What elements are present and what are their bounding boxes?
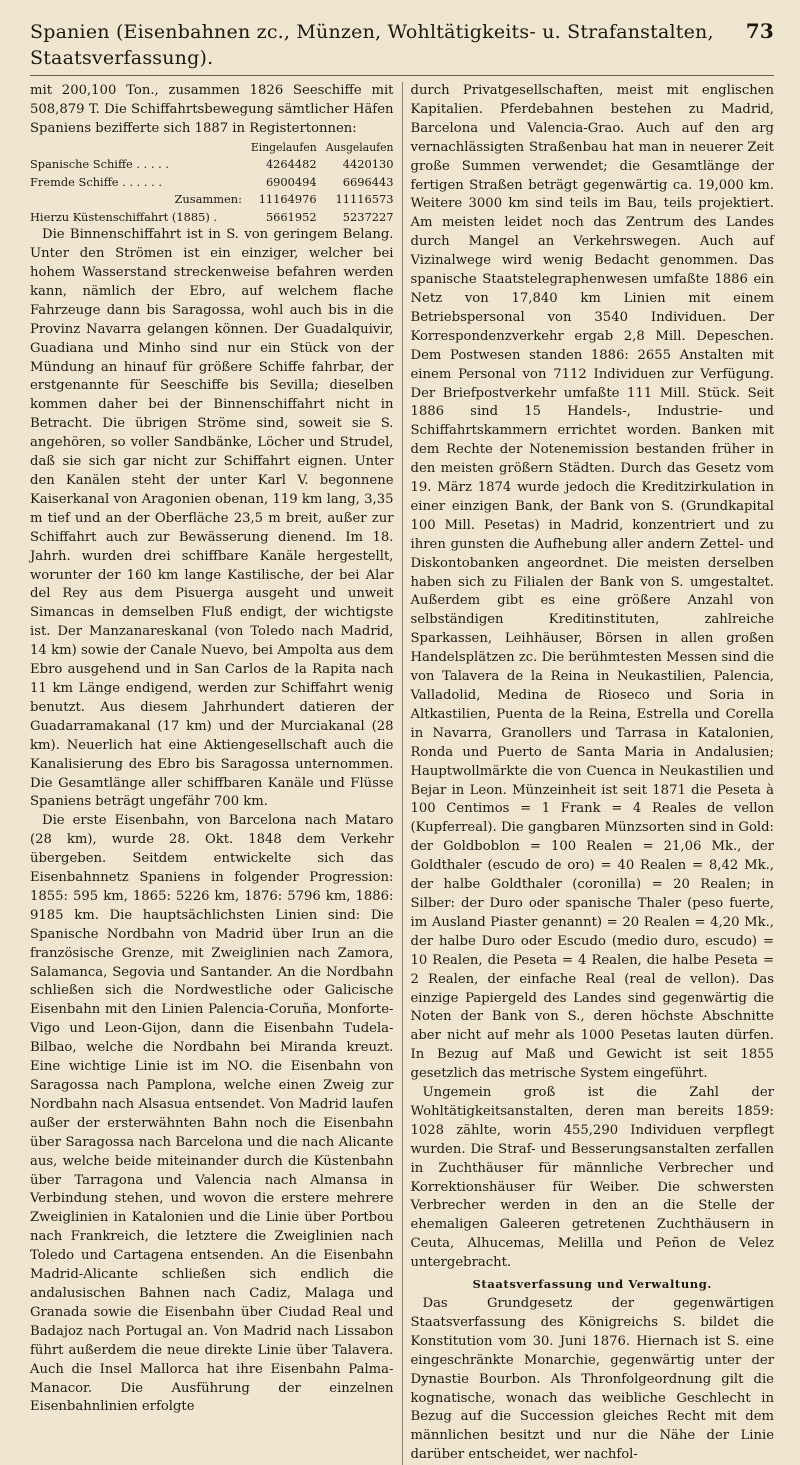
section-heading: Staatsverfassung und Verwaltung. bbox=[472, 1277, 712, 1292]
table-column-header: Ausgelaufen bbox=[325, 140, 394, 154]
running-header bbox=[30, 18, 774, 76]
table-cell: 5661952 bbox=[265, 209, 317, 224]
column-divider bbox=[402, 82, 403, 1465]
table-cell: 11164976 bbox=[258, 192, 317, 207]
table-cell: Spanische Schiffe . . . . . bbox=[30, 157, 169, 172]
table-cell: Hierzu Küstenschiffahrt (1885) . bbox=[30, 209, 217, 224]
page-number: 73 bbox=[745, 19, 774, 43]
paragraph: Die erste Eisenbahn, von Barcelona nach Mataro (28 km), wurde 28. Okt. 1848 dem Verkehr übergeben. Seitdem entwickelte sich das Eisenbahnnetz Spaniens in folgender Progression: 1855: 595 km, 1865: 5226 km, 1876: 5796 km, 1886: 9185 km. Die hauptsächlichsten Linien sind: Die Spanische Nordbahn von Madrid über Irun an die französische Grenze, mit Zweiglinien nach Zamora, Salamanca, Segovia und Santander. An die Nordbahn schließen sich die Nordwestliche oder Galicische Eisenbahn mit den Linien Palencia-Coruña, Monforte-Vigo und Leon-Gijon, dann die Eisenbahn Tudela-Bilbao, welche die Nordbahn bei Miranda kreuzt. Eine wichtige Linie ist im NO. die Eisenbahn von Saragossa nach Pamplona, welche einen Zweig zur Nordbahn nach Alsasua entsendet. Von Madrid laufen außer der ersterwähnten Bahn noch die Eisenbahn über Saragossa nach Barcelona und die nach Alicante aus, welche beide miteinander durch die Küstenbahn über Tarragona und Valencia nach Almansa in Verbindung stehen, und wovon die erstere mehrere Zweiglinien in Katalonien und die Linie über Portbou nach Frankreich, die letztere die Zweiglinien nach Toledo und Cartagena entsenden. An die Eisenbahn Madrid-Alicante schließen sich endlich die andalusischen Bahnen nach Cadiz, Malaga und Granada sowie die Eisenbahn über Ciudad Real und Badajoz nach Portugal an. Von Madrid nach Lissabon führt außerdem die neue direkte Linie über Talavera. Auch die Insel Mallorca hat ihre Eisenbahn Palma-Manacor. Die Ausführung der einzelnen Eisenbahnlinien erfolgte bbox=[30, 813, 394, 1415]
table-cell: 4420130 bbox=[342, 157, 394, 172]
table-row bbox=[30, 174, 394, 192]
table-cell: 4264482 bbox=[265, 157, 317, 172]
table-column-header: Eingelaufen bbox=[250, 140, 317, 154]
shipping-table bbox=[30, 139, 394, 227]
table-row bbox=[30, 156, 394, 174]
paragraph: mit 200,100 Ton., zusammen 1826 Seeschiffe mit 508,879 T. Die Schiffahrtsbewegung sämtlicher Häfen Spaniens bezifferte sich 1887 in Registertonnen: bbox=[30, 83, 394, 136]
paragraph: Das Grundgesetz der gegenwärtigen Staatsverfassung des Königreichs S. bildet die Konstitution vom 30. Juni 1876. Hiernach ist S. eine eingeschränkte Monarchie, gegenwärtig unter der Dynastie Bourbon. Als Thronfolgeordnung gilt die kognatische, wonach das weibliche Geschlecht in Bezug auf die Succession gleiches Recht mit dem männlichen besitzt und nur die Nähe der Linie darüber entscheidet, wer nachfol- bbox=[410, 1296, 774, 1463]
table-row bbox=[30, 209, 394, 227]
table-cell: 6900494 bbox=[265, 174, 317, 189]
paragraph: Die Binnenschiffahrt ist in S. von geringem Belang. Unter den Strömen ist ein einziger, welcher bei hohem Wasserstand streckenweise befahren werden kann, nämlich der Ebro, auf welchem flache Fahrzeuge dann bis Saragossa, wohl auch bis in die Provinz Navarra gelangen können. Der Guadalquivir, Guadiana und Minho sind nur ein Stück von der Mündung an hinauf für größere Schiffe fahrbar, der erstgenannte für Seeschiffe bis Sevilla; dieselben kommen daher bei der Binnenschiffahrt nicht in Betracht. Die übrigen Ströme sind, soweit sie S. angehören, so voller Sandbänke, Löcher und Strudel, daß sie sich gar nicht zur Schiffahrt eignen. Unter den Kanälen steht der unter Karl V. begonnene Kaiserkanal von Aragonien obenan, 119 km lang, 3,35 m tief und an der Oberfläche 23,5 m breit, außer zur Schiffahrt auch zur Bewässerung dienend. Im 18. Jahrh. wurden drei schiffbare Kanäle hergestellt, worunter der 160 km lange Kastilische, der bei Alar del Rey aus dem Pisuerga ausgeht und unweit Simancas in demselben Fluß endigt, der wichtigste ist. Der Manzanareskanal (von Toledo nach Madrid, 14 km) sowie der Canale Nuevo, bei Ampolta aus dem Ebro ausgehend und in San Carlos de la Rapita nach 11 km Länge endigend, werden zur Schiffahrt wenig benutzt. Aus diesem Jahrhundert datieren der Guadarramakanal (17 km) und der Murciakanal (28 km). Neuerlich hat eine Aktiengesellschaft auch die Kanalisierung des Ebro bis Saragossa unternommen. Die Gesamtlänge aller schiffbaren Kanäle und Flüsse Spaniens beträgt ungefähr 700 km. bbox=[30, 227, 394, 810]
table-row bbox=[30, 191, 394, 209]
right-column bbox=[411, 82, 775, 1465]
table-header-row bbox=[30, 139, 394, 157]
paragraph: Ungemein groß ist die Zahl der Wohltätigkeitsanstalten, deren man bereits 1859: 1028 zählte, worin 455,290 Individuen verpflegt wurden. Die Straf- und Besserungsanstalten zerfallen in Zuchthäuser für männliche Verbrecher und Korrektionshäuser für Weiber. Die schwersten Verbrecher werden in den an die Stelle der ehemaligen Galeeren getretenen Zuchthäusern in Ceuta, Alhucemas, Melilla und Peñon de Velez untergebracht. bbox=[410, 1085, 774, 1271]
table-cell: 6696443 bbox=[342, 174, 394, 189]
paragraph: durch Privatgesellschaften, meist mit englischen Kapitalien. Pferdebahnen bestehen zu Madrid, Barcelona und Valencia-Grao. Auch auf den arg vernachlässigten Straßenbau hat man in neuerer Zeit große Summen verwendet; die Gesamtlänge der fertigen Straßen beträgt gegenwärtig ca. 19,000 km. Weitere 3000 km sind teils im Bau, teils projektiert. Am meisten leidet noch das Zentrum des Landes durch Mangel an Verkehrswegen. Auch auf Vizinalwege wird wenig Bedacht genommen. Das spanische Staatstelegraphenwesen umfaßte 1886 ein Netz von 17,840 km Linien mit einem Betriebspersonal von 3540 Individuen. Der Korrespondenzverkehr ergab 2,8 Mill. Depeschen. Dem Postwesen standen 1886: 2655 Anstalten mit einem Personal von 7112 Individuen zur Verfügung. Der Briefpostverkehr umfaßte 111 Mill. Stück. Seit 1886 sind 15 Handels-, Industrie- und Schiffahrtskammern errichtet worden. Banken mit dem Rechte der Notenemission bestanden früher in den meisten größern Städten. Durch das Gesetz vom 19. März 1874 wurde jedoch die Kreditzirkulation in einer einzigen Bank, der Bank von S. (Grundkapital 100 Mill. Pesetas) in Madrid, konzentriert und zu ihren gunsten die Aufhebung aller andern Zettel- und Diskontobanken angeordnet. Die meisten derselben haben sich zu Filialen der Bank von S. umgestaltet. Außerdem gibt es eine größere Anzahl von selbständigen Kreditinstituten, zahlreiche Sparkassen, Leihhäuser, Börsen in allen großen Handelsplätzen zc. Die berühmtesten Messen sind die von Talavera de la Reina in Neukastilien, Palencia, Valladolid, Medina de Rioseco und Soria in Altkastilien, Puenta de la Reina, Estrella und Corella in Navarra, Granollers und Tarrasa in Katalonien, Ronda und Puerto de Santa Maria in Andalusien; Hauptwollmärkte die von Cuenca in Neukastilien und Bejar in Leon. Münzeinheit ist seit 1871 die Peseta à 100 Centimos = 1 Frank = 4 Reales de vellon (Kupferreal). Die gangbaren Münzsorten sind in Gold: der Goldboblon = 100 Realen = 21,06 Mk., der Goldthaler (escudo de oro) = 40 Realen = 8,42 Mk., der halbe Goldthaler (coronilla) = 20 Realen; in Silber: der Duro oder spanische Thaler (peso fuerte, im Ausland Piaster genannt) = 20 Realen = 4,20 Mk., der halbe Duro oder Escudo (medio duro, escudo) = 10 Realen, die Peseta = 4 Realen, die halbe Peseta = 2 Realen, der einfache Real (real de vellon). Das einzige Papiergeld des Landes sind gegenwärtig die Noten der Bank von S., deren höchste Abschnitte aber nicht auf mehr als 1000 Pesetas lauten dürfen. In Bezug auf Maß und Gewicht ist seit 1855 gesetzlich das metrische System eingeführt. bbox=[410, 83, 774, 1082]
table-cell: Fremde Schiffe . . . . . . bbox=[30, 174, 162, 189]
left-column bbox=[30, 82, 394, 1465]
table-cell: 11116573 bbox=[335, 192, 394, 207]
two-column-body bbox=[30, 82, 774, 1465]
table-cell: Zusammen: bbox=[174, 192, 242, 207]
table-cell: 5237227 bbox=[342, 209, 394, 224]
running-title: Spanien (Eisenbahnen zc., Münzen, Wohltätigkeits- u. Strafanstalten, Staatsverfassung). bbox=[30, 21, 714, 69]
